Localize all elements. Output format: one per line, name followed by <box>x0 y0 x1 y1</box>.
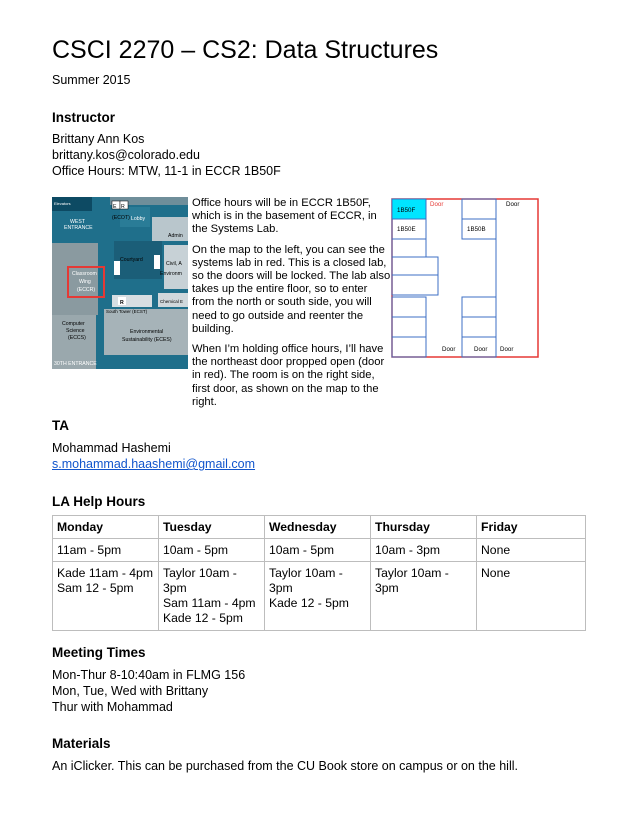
ta-email-link[interactable]: s.mohammad.haashemi@gmail.com <box>52 457 256 471</box>
door-bottom-3: Door <box>500 346 514 353</box>
col-wednesday: Wednesday <box>265 516 371 539</box>
map-label: WEST <box>70 219 85 225</box>
table-cell <box>265 562 371 631</box>
cell-line: Sam 11am - 4pm <box>163 596 256 610</box>
meeting-line: Mon-Thur 8-10:40am in FLMG 156 <box>52 668 246 682</box>
map-label: (ECCS) <box>68 335 86 341</box>
cell-line: Taylor 10am - 3pm <box>375 566 449 595</box>
meeting-heading: Meeting Times <box>52 645 146 660</box>
instructor-office-hours: Office Hours: MTW, 11-1 in ECCR 1B50F <box>52 164 281 178</box>
cell-line: Taylor 10am - 3pm <box>163 566 237 595</box>
campus-map <box>52 197 188 369</box>
col-tuesday: Tuesday <box>159 516 265 539</box>
map-label: Courtyard <box>120 257 143 263</box>
table-row <box>53 562 586 631</box>
map-label: E <box>113 204 117 210</box>
map-label: Environm <box>160 271 182 277</box>
table-row <box>53 539 586 562</box>
la-heading: LA Help Hours <box>52 494 146 509</box>
cell-line: Taylor 10am - 3pm <box>269 566 343 595</box>
col-friday: Friday <box>477 516 586 539</box>
table-cell: 11am - 5pm <box>53 539 159 562</box>
page-title: CSCI 2270 – CS2: Data Structures <box>52 36 439 64</box>
map-label: Environmental <box>130 329 164 335</box>
map-description-para1: Office hours will be in ECCR 1B50F, which is in the basement of ECCR, in the Systems Lab. <box>192 197 377 236</box>
map-description <box>192 197 392 416</box>
map-description-para2: On the map to the left, you can see the systems lab in red. This is a closed lab, so the doors will be locked. The lab also takes up the entire floor, so to enter from the north or south side, you will need to go outside and reenter the building. <box>192 243 391 335</box>
map-label: Classroom <box>72 271 97 277</box>
materials-heading: Materials <box>52 736 111 751</box>
map-label: R <box>121 204 125 210</box>
table-header-row <box>53 516 586 539</box>
cell-line: Sam 12 - 5pm <box>57 581 134 595</box>
door-bottom-1: Door <box>442 346 456 353</box>
col-monday: Monday <box>53 516 159 539</box>
meeting-line: Mon, Tue, Wed with Brittany <box>52 684 209 698</box>
instructor-name: Brittany Ann Kos <box>52 132 145 146</box>
map-label: Civil, A <box>166 261 182 267</box>
col-thursday: Thursday <box>371 516 477 539</box>
term: Summer 2015 <box>52 73 131 87</box>
map-label: R <box>120 300 124 306</box>
door-bottom-2: Door <box>474 346 488 353</box>
meeting-line: Thur with Mohammad <box>52 700 173 714</box>
table-cell: None <box>477 539 586 562</box>
map-label: ENTRANCE <box>64 225 93 231</box>
table-cell: 10am - 5pm <box>159 539 265 562</box>
ta-heading: TA <box>52 418 69 433</box>
map-label: Computer <box>62 321 85 327</box>
table-cell <box>53 562 159 631</box>
map-label: Science <box>66 328 85 334</box>
map-label: South Tower (ECST) <box>106 309 148 314</box>
ta-name: Mohammad Hashemi <box>52 441 171 455</box>
table-cell <box>371 562 477 631</box>
map-description-para3: When I’m holding office hours, I’ll have the northeast door propped open (door in red). The room is on the right side, first door, as shown on the map to the right. <box>192 343 385 408</box>
table-cell <box>477 562 586 631</box>
instructor-heading: Instructor <box>52 110 116 125</box>
cell-line: Kade 12 - 5pm <box>269 596 349 610</box>
room-1b50f: 1B50F <box>397 207 416 214</box>
map-label: (ECCR) <box>77 287 96 293</box>
map-label: Chemical E <box>160 299 184 304</box>
la-hours-table <box>52 515 586 631</box>
room-1b50b: 1B50B <box>467 226 486 233</box>
map-label: (ECOT) <box>112 215 130 221</box>
table-cell: 10am - 5pm <box>265 539 371 562</box>
map-label: 30TH ENTRANCE <box>54 361 97 367</box>
map-label: Sustainability (ECES) <box>122 337 172 343</box>
door-top-right: Door <box>506 201 520 208</box>
table-cell <box>159 562 265 631</box>
room-1b50e: 1B50E <box>397 226 416 233</box>
floor-plan <box>390 197 540 359</box>
map-label: Lobby <box>131 216 146 222</box>
table-cell: 10am - 3pm <box>371 539 477 562</box>
instructor-email: brittany.kos@colorado.edu <box>52 148 200 162</box>
door-red: Door <box>430 201 444 208</box>
map-label: Elevators <box>54 201 71 206</box>
map-label: Admin <box>168 233 183 239</box>
materials-text: An iClicker. This can be purchased from the CU Book store on campus or on the hill. <box>52 759 518 773</box>
map-label: Wing <box>79 279 91 285</box>
cell-line: Kade 11am - 4pm <box>57 566 153 580</box>
cell-line: None <box>481 566 511 580</box>
cell-line: Kade 12 - 5pm <box>163 611 243 625</box>
